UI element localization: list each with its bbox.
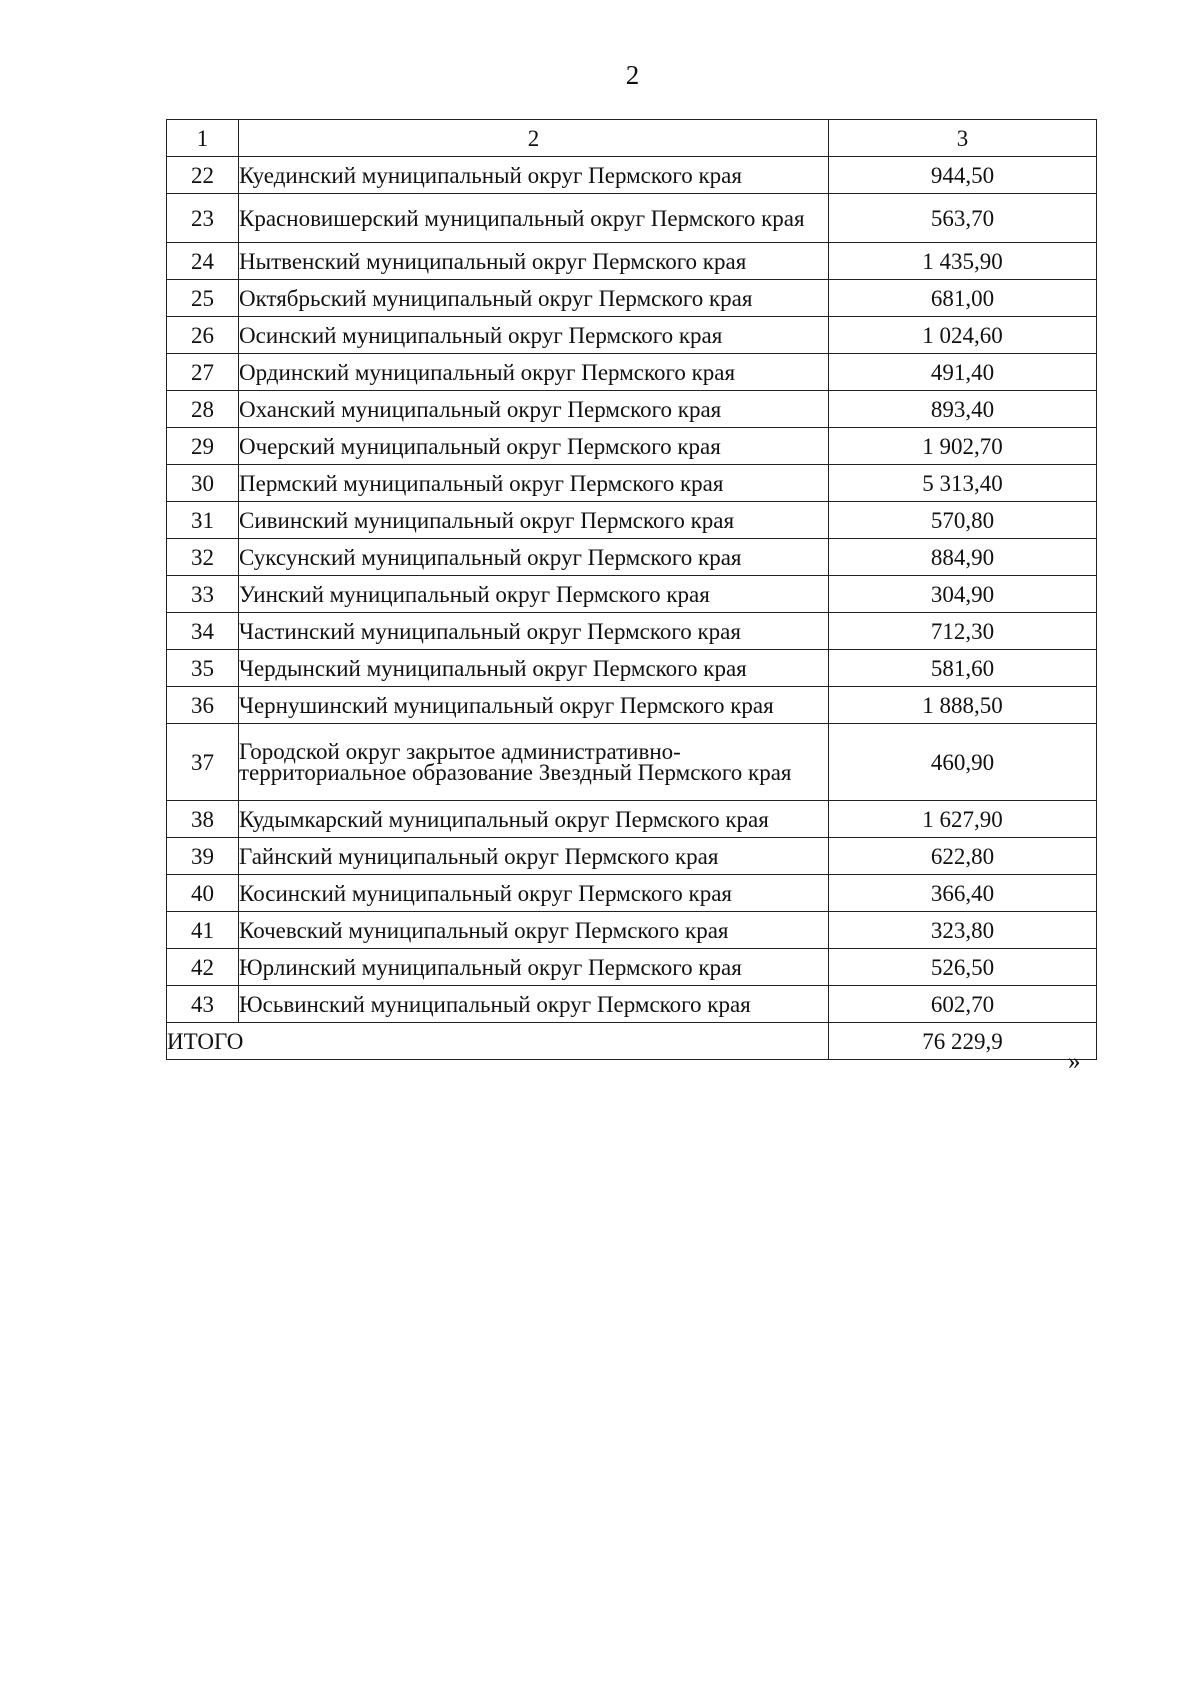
amount-value: 491,40 [829, 354, 1097, 391]
municipality-name: Чернушинский муниципальный округ Пермского края [239, 687, 829, 724]
table-row [167, 539, 1097, 576]
total-row [167, 1023, 1097, 1060]
municipality-name: Очерский муниципальный округ Пермского края [239, 428, 829, 465]
amount-value: 581,60 [829, 650, 1097, 687]
row-number: 25 [167, 280, 239, 317]
row-number: 38 [167, 801, 239, 838]
table-row [167, 875, 1097, 912]
amount-value: 366,40 [829, 875, 1097, 912]
allocation-table [166, 119, 1097, 1060]
amount-value: 5 313,40 [829, 465, 1097, 502]
municipality-name: Уинский муниципальный округ Пермского края [239, 576, 829, 613]
column-number-2: 2 [239, 120, 829, 157]
amount-value: 1 024,60 [829, 317, 1097, 354]
row-number: 42 [167, 949, 239, 986]
column-number-1: 1 [167, 120, 239, 157]
municipality-name: Пермский муниципальный округ Пермского края [239, 465, 829, 502]
amount-value: 1 627,90 [829, 801, 1097, 838]
table-row [167, 613, 1097, 650]
total-value: 76 229,9 [829, 1023, 1097, 1060]
table-row [167, 912, 1097, 949]
table-row [167, 801, 1097, 838]
closing-quote: » [1068, 1048, 1081, 1075]
municipality-name: Осинский муниципальный округ Пермского края [239, 317, 829, 354]
amount-value: 893,40 [829, 391, 1097, 428]
table-row [167, 317, 1097, 354]
amount-value: 1 902,70 [829, 428, 1097, 465]
table-row [167, 428, 1097, 465]
table-row [167, 986, 1097, 1023]
table-row [167, 280, 1097, 317]
municipality-name: Чердынский муниципальный округ Пермского края [239, 650, 829, 687]
municipality-name: Частинский муниципальный округ Пермского края [239, 613, 829, 650]
amount-value: 884,90 [829, 539, 1097, 576]
total-label: ИТОГО [167, 1023, 829, 1060]
row-number: 26 [167, 317, 239, 354]
amount-value: 944,50 [829, 157, 1097, 194]
table-row [167, 391, 1097, 428]
amount-value: 1 435,90 [829, 243, 1097, 280]
amount-value: 681,00 [829, 280, 1097, 317]
table-row [167, 650, 1097, 687]
table-row [167, 687, 1097, 724]
municipality-name: Нытвенский муниципальный округ Пермского края [239, 243, 829, 280]
municipality-name: Косинский муниципальный округ Пермского края [239, 875, 829, 912]
table-row [167, 724, 1097, 801]
municipality-name: Октябрьский муниципальный округ Пермского края [239, 280, 829, 317]
row-number: 40 [167, 875, 239, 912]
amount-value: 526,50 [829, 949, 1097, 986]
row-number: 32 [167, 539, 239, 576]
amount-value: 563,70 [829, 194, 1097, 243]
table-row [167, 243, 1097, 280]
municipality-name: Сивинский муниципальный округ Пермского края [239, 502, 829, 539]
municipality-name: Гайнский муниципальный округ Пермского края [239, 838, 829, 875]
table-row [167, 502, 1097, 539]
municipality-name: Оханский муниципальный округ Пермского края [239, 391, 829, 428]
municipality-name: Юсьвинский муниципальный округ Пермского края [239, 986, 829, 1023]
municipality-name: Кочевский муниципальный округ Пермского края [239, 912, 829, 949]
row-number: 33 [167, 576, 239, 613]
table-row [167, 354, 1097, 391]
amount-value: 570,80 [829, 502, 1097, 539]
amount-value: 622,80 [829, 838, 1097, 875]
row-number: 39 [167, 838, 239, 875]
amount-value: 304,90 [829, 576, 1097, 613]
table-row [167, 576, 1097, 613]
row-number: 36 [167, 687, 239, 724]
row-number: 22 [167, 157, 239, 194]
row-number: 30 [167, 465, 239, 502]
row-number: 35 [167, 650, 239, 687]
table-row [167, 465, 1097, 502]
amount-value: 712,30 [829, 613, 1097, 650]
table-row [167, 838, 1097, 875]
row-number: 41 [167, 912, 239, 949]
municipality-name: Кудымкарский муниципальный округ Пермского края [239, 801, 829, 838]
municipality-name: Красновишерский муниципальный округ Пермского края [239, 194, 829, 243]
table-row [167, 194, 1097, 243]
row-number: 24 [167, 243, 239, 280]
municipality-name: Городской округ закрытое административно-территориальное образование Звездный Пермского края [239, 724, 829, 801]
row-number: 23 [167, 194, 239, 243]
amount-value: 602,70 [829, 986, 1097, 1023]
table-row [167, 949, 1097, 986]
row-number: 34 [167, 613, 239, 650]
row-number: 43 [167, 986, 239, 1023]
row-number: 28 [167, 391, 239, 428]
page-number: 2 [625, 60, 640, 90]
table-header-row [167, 120, 1097, 157]
row-number: 31 [167, 502, 239, 539]
row-number: 29 [167, 428, 239, 465]
row-number: 27 [167, 354, 239, 391]
amount-value: 460,90 [829, 724, 1097, 801]
municipality-name: Юрлинский муниципальный округ Пермского края [239, 949, 829, 986]
municipality-name: Суксунский муниципальный округ Пермского края [239, 539, 829, 576]
municipality-name: Ординский муниципальный округ Пермского края [239, 354, 829, 391]
row-number: 37 [167, 724, 239, 801]
amount-value: 323,80 [829, 912, 1097, 949]
municipality-name: Куединский муниципальный округ Пермского края [239, 157, 829, 194]
table-row [167, 157, 1097, 194]
amount-value: 1 888,50 [829, 687, 1097, 724]
column-number-3: 3 [829, 120, 1097, 157]
